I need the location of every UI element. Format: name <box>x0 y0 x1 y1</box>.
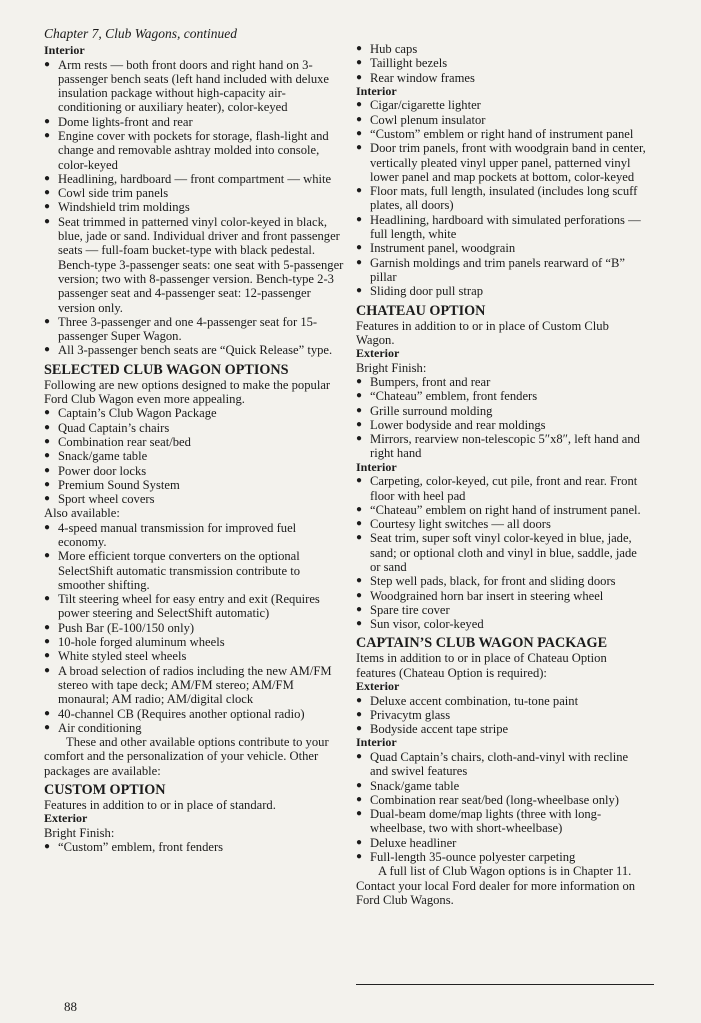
list-item: ● Door trim panels, front with woodgrain band in center, vertically pleated vinyl upper panel, patterned vinyl lower panel and map pockets at bottom, color-keyed <box>356 141 646 184</box>
list-item: ● Arm rests — both front doors and right hand on 3-passenger bench seats (left hand included with deluxe insulation package without high-capacity air-conditioning or auxiliary heater), color-keyed <box>44 58 344 115</box>
list-item: ● Captain’s Club Wagon Package <box>44 406 344 420</box>
chateau-exterior-list <box>356 375 646 461</box>
interior-heading: Interior <box>44 43 85 57</box>
list-item: ● Cigar/cigarette lighter <box>356 98 646 112</box>
custom-exterior-list <box>44 840 344 854</box>
closing-paragraph: A full list of Club Wagon options is in Chapter 11. Contact your local Ford dealer for more information on Ford Club Wagons. <box>356 864 636 907</box>
custom-exterior-continued-list <box>356 42 646 85</box>
list-item: ● Windshield trim moldings <box>44 200 344 214</box>
list-item: ● Bodyside accent tape stripe <box>356 722 646 736</box>
list-item: ● Taillight bezels <box>356 56 646 70</box>
list-item: ● “Custom” emblem, front fenders <box>44 840 344 854</box>
chateau-interior-list <box>356 474 646 631</box>
custom-option-title: CUSTOM OPTION <box>44 782 166 799</box>
list-item: ● Spare tire cover <box>356 603 646 617</box>
list-item: ● Sliding door pull strap <box>356 284 646 298</box>
captains-exterior-list <box>356 694 646 737</box>
list-item: ● Mirrors, rearview non-telescopic 5″x8″, left hand and right hand <box>356 432 646 461</box>
interior-list <box>44 58 344 358</box>
chapter-header: Chapter 7, Club Wagons, continued <box>44 26 238 41</box>
list-item: ● Dual-beam dome/map lights (three with long-wheelbase, two with short-wheelbase) <box>356 807 646 836</box>
list-item: ● Rear window frames <box>356 71 646 85</box>
list-item: ● Lower bodyside and rear moldings <box>356 418 646 432</box>
right-column <box>356 42 646 907</box>
list-item: ● Seat trim, super soft vinyl color-keyed in blue, jade, sand; or optional cloth and vinyl in blue, saddle, jade or sand <box>356 531 646 574</box>
list-item: ● Snack/game table <box>356 779 646 793</box>
list-item: ● Garnish moldings and trim panels rearward of “B” pillar <box>356 256 646 285</box>
list-item: ● Hub caps <box>356 42 646 56</box>
list-item: ● “Chateau” emblem, front fenders <box>356 389 646 403</box>
list-item: ● Cowl plenum insulator <box>356 113 646 127</box>
list-item: ● Full-length 35-ounce polyester carpeting <box>356 850 646 864</box>
selected-options-title: SELECTED CLUB WAGON OPTIONS <box>44 361 289 378</box>
list-item: ● Air conditioning <box>44 721 344 735</box>
captains-package-title: CAPTAIN’S CLUB WAGON PACKAGE <box>356 635 608 652</box>
list-item: ● Headlining, hardboard — front compartment — white <box>44 172 344 186</box>
list-item: ● Push Bar (E-100/150 only) <box>44 621 344 635</box>
list-item: ● Grille surround molding <box>356 404 646 418</box>
custom-interior-list <box>356 98 646 298</box>
list-item: ● Combination rear seat/bed <box>44 435 344 449</box>
list-item: ● Premium Sound System <box>44 478 344 492</box>
list-item: ● Bumpers, front and rear <box>356 375 646 389</box>
left-column <box>44 44 344 854</box>
list-item: ● Seat trimmed in patterned vinyl color-keyed in black, blue, jade or sand. Individual driver and front passenger seats — full-foam bucket-type with black pedestal. Bench-type 3-passenger seats: one seat with 5-passenger version; two with 8-passenger version. Bench-type 2-3 passenger seat and 4-passenger seat: 12-passenger version only. <box>44 215 344 315</box>
chateau-interior-heading: Interior <box>356 459 397 474</box>
footer-rule <box>356 984 654 985</box>
selected-options-intro: Following are new options designed to make the popular Ford Club Wagon even more appealing. <box>44 377 331 407</box>
captains-exterior-heading: Exterior <box>356 679 400 694</box>
chateau-exterior-heading: Exterior <box>356 346 400 361</box>
list-item: ● Dome lights-front and rear <box>44 115 344 129</box>
list-item: ● Floor mats, full length, insulated (includes long scuff plates, all doors) <box>356 184 646 213</box>
selected-options-list <box>44 406 344 506</box>
list-item: ● Quad Captain’s chairs, cloth-and-vinyl with recline and swivel features <box>356 750 646 779</box>
list-item: ● Snack/game table <box>44 449 344 463</box>
captains-package-intro: Items in addition to or in place of Chateau Option features (Chateau Option is required): <box>356 651 607 680</box>
list-item: ● Quad Captain’s chairs <box>44 421 344 435</box>
custom-option-intro: Features in addition to or in place of standard. <box>44 798 276 813</box>
captains-interior-list <box>356 750 646 864</box>
list-item: ● 40-channel CB (Requires another optional radio) <box>44 707 344 721</box>
custom-exterior-heading: Exterior <box>44 811 88 826</box>
list-item: ● More efficient torque converters on the optional SelectShift automatic transmission contribute to smoother shifting. <box>44 549 344 592</box>
list-item: ● A broad selection of radios including the new AM/FM stereo with tape deck; AM/FM stereo; AM/FM monaural; AM radio; AM/digital clock <box>44 664 344 707</box>
list-item: ● 10-hole forged aluminum wheels <box>44 635 344 649</box>
also-available-label: Also available: <box>44 506 120 521</box>
options-closing-paragraph: These and other available options contribute to your comfort and the personalization of your vehicle. Other packages are available: <box>44 735 329 778</box>
list-item: ● Deluxe accent combination, tu-tone paint <box>356 694 646 708</box>
list-item: ● Carpeting, color-keyed, cut pile, front and rear. Front floor with heel pad <box>356 474 646 503</box>
list-item: ● Headlining, hardboard with simulated perforations — full length, white <box>356 213 646 242</box>
chateau-option-title: CHATEAU OPTION <box>356 302 486 319</box>
captains-interior-heading: Interior <box>356 735 397 750</box>
list-item: ● Sport wheel covers <box>44 492 344 506</box>
list-item: ● Cowl side trim panels <box>44 186 344 200</box>
chateau-bright-finish-label: Bright Finish: <box>356 360 427 375</box>
list-item: ● Engine cover with pockets for storage, flash-light and change and removable ashtray molded into console, color-keyed <box>44 129 344 172</box>
list-item: ● “Chateau” emblem on right hand of instrument panel. <box>356 503 646 517</box>
list-item: ● Three 3-passenger and one 4-passenger seat for 15-passenger Super Wagon. <box>44 315 344 344</box>
chateau-option-intro: Features in addition to or in place of Custom Club Wagon. <box>356 318 609 347</box>
list-item: ● “Custom” emblem or right hand of instrument panel <box>356 127 646 141</box>
list-item: ● Courtesy light switches — all doors <box>356 517 646 531</box>
list-item: ● All 3-passenger bench seats are “Quick Release” type. <box>44 343 344 357</box>
list-item: ● Instrument panel, woodgrain <box>356 241 646 255</box>
also-available-list <box>44 521 344 735</box>
list-item: ● Deluxe headliner <box>356 836 646 850</box>
list-item: ● Power door locks <box>44 464 344 478</box>
custom-bright-finish-label: Bright Finish: <box>44 825 115 840</box>
list-item: ● White styled steel wheels <box>44 649 344 663</box>
custom-interior-heading: Interior <box>356 83 397 98</box>
list-item: ● Sun visor, color-keyed <box>356 617 646 631</box>
list-item: ● Privacytm glass <box>356 708 646 722</box>
list-item: ● 4-speed manual transmission for improved fuel economy. <box>44 521 344 550</box>
list-item: ● Woodgrained horn bar insert in steering wheel <box>356 589 646 603</box>
list-item: ● Tilt steering wheel for easy entry and exit (Requires power steering and SelectShift automatic) <box>44 592 344 621</box>
list-item: ● Step well pads, black, for front and sliding doors <box>356 574 646 588</box>
page-number: 88 <box>64 999 77 1014</box>
list-item: ● Combination rear seat/bed (long-wheelbase only) <box>356 793 646 807</box>
